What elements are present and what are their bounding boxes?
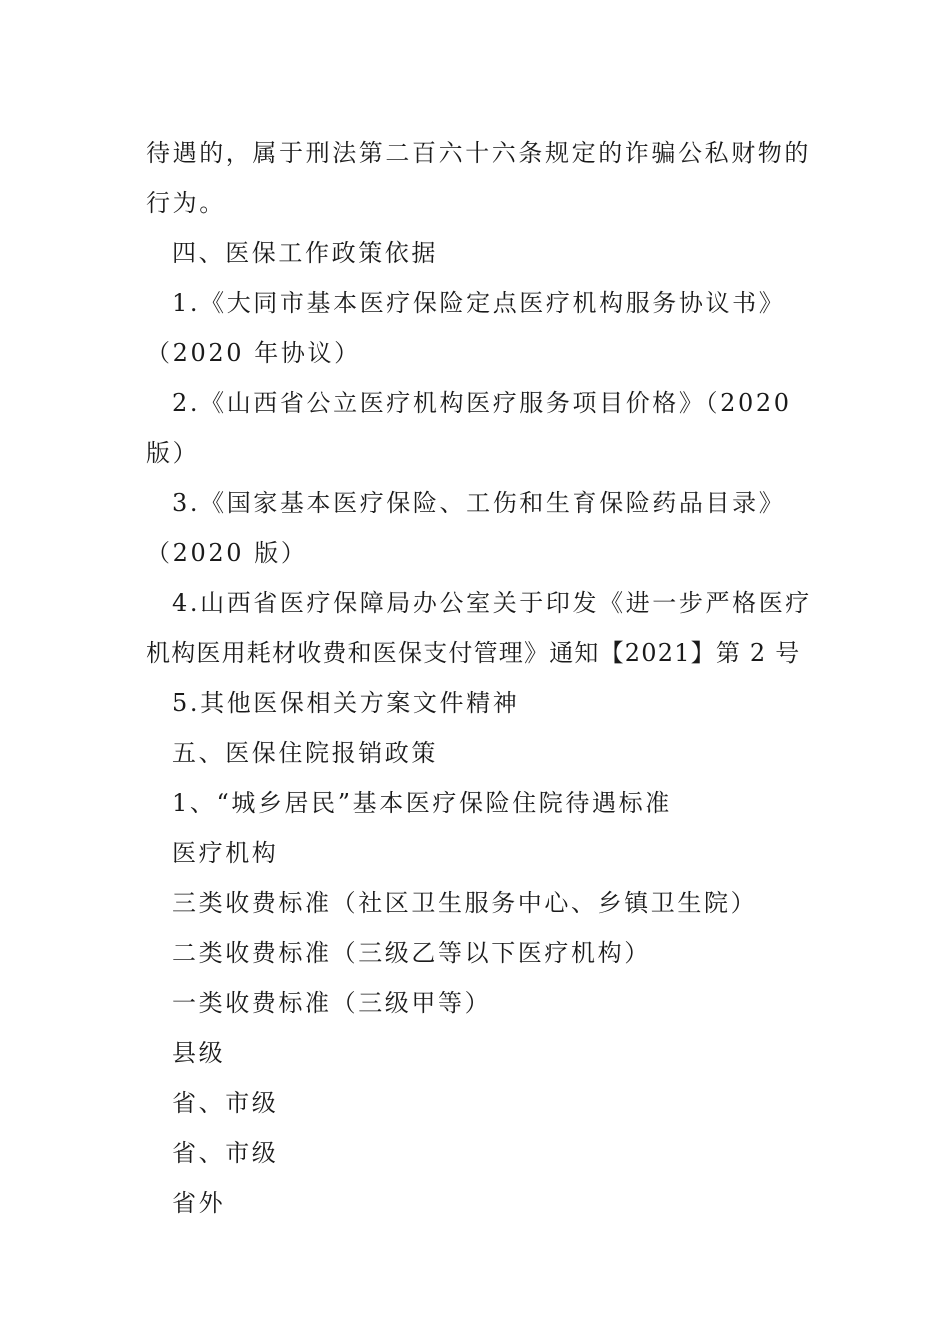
table-text: 省、市级 [172,1089,279,1117]
list-item: 3.《国家基本医疗保险、工伤和生育保险药品目录》 [172,489,786,517]
list-item-continuation: （2020 版） [146,539,308,567]
table-text: 县级 [172,1039,226,1067]
subsection-heading: 1、“城乡居民”基本医疗保险住院待遇标准 [172,789,672,817]
section-heading: 四、医保工作政策依据 [172,239,438,267]
list-item: 2.《山西省公立医疗机构医疗服务项目价格》（2020 [172,389,792,417]
list-item-continuation: 机构医用耗材收费和医保支付管理》通知【2021】第 2 号 [146,639,801,667]
document-page [146,128,812,1228]
list-item-continuation: 版） [146,439,200,467]
list-item: 5.其他医保相关方案文件精神 [172,689,520,717]
list-item-continuation: （2020 年协议） [146,339,361,367]
section-heading: 五、医保住院报销政策 [172,739,438,767]
list-item: 1.《大同市基本医疗保险定点医疗机构服务协议书》 [172,289,786,317]
table-text: 一类收费标准（三级甲等） [172,989,492,1017]
table-text: 二类收费标准（三级乙等以下医疗机构） [172,939,651,967]
list-item: 4.山西省医疗保障局办公室关于印发《进一步严格医疗 [172,589,812,617]
paragraph-line: 行为。 [146,189,226,217]
table-text: 医疗机构 [172,839,279,867]
table-text: 省外 [172,1189,226,1217]
paragraph-line: 待遇的，属于刑法第二百六十六条规定的诈骗公私财物的 [146,139,811,167]
table-text: 省、市级 [172,1139,279,1167]
table-text: 三类收费标准（社区卫生服务中心、乡镇卫生院） [172,889,758,917]
